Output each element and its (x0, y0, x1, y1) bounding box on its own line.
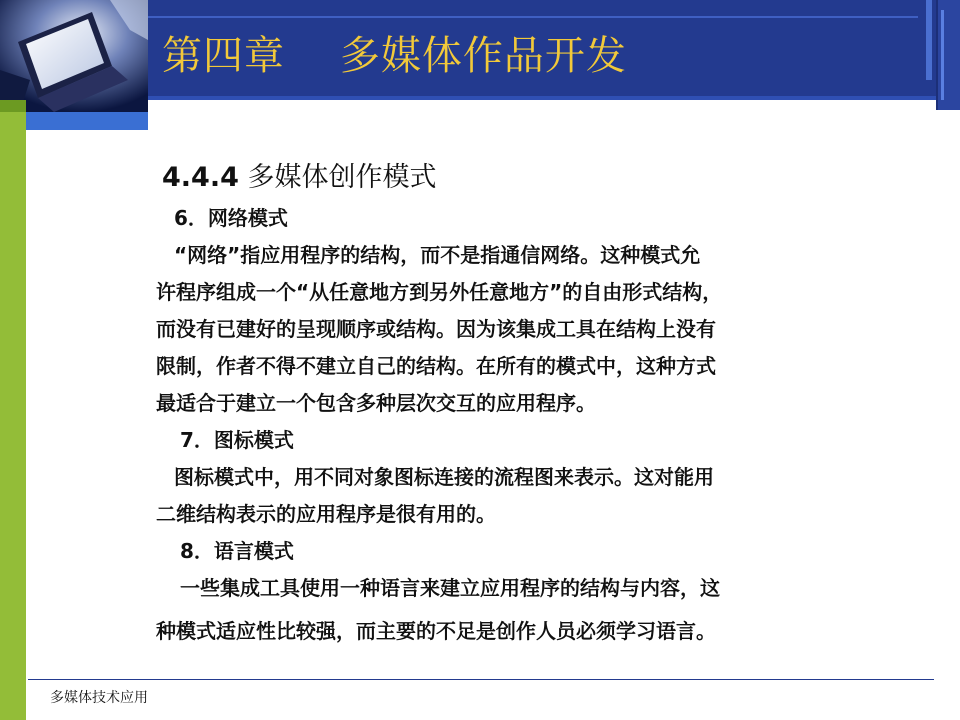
heading-network-mode: 6．网络模式 (174, 206, 288, 230)
footer-course-name: 多媒体技术应用 (50, 690, 148, 706)
chapter-title: 第四章 多媒体作品开发 (162, 33, 627, 79)
paragraph-line: 而没有已建好的呈现顺序或结构。因为该集成工具在结构上没有 (156, 317, 716, 341)
paragraph-line: 一些集成工具使用一种语言来建立应用程序的结构与内容，这 (180, 576, 720, 600)
paragraph-line: 最适合于建立一个包含多种层次交互的应用程序。 (156, 391, 596, 415)
paragraph-line: 二维结构表示的应用程序是很有用的。 (156, 502, 496, 526)
body-text (156, 200, 856, 655)
paragraph-line: 种模式适应性比较强，而主要的不足是创作人员必须学习语言。 (156, 619, 716, 643)
left-green-accent-bar (0, 112, 26, 720)
footer-divider (28, 679, 934, 680)
paragraph-line: 许程序组成一个“从任意地方到另外任意地方”的自由形式结构， (156, 280, 723, 304)
section-name: 多媒体创作模式 (247, 162, 437, 193)
heading-language-mode: 8．语言模式 (180, 539, 294, 563)
paragraph-line: 图标模式中，用不同对象图标连接的流程图来表示。这对能用 (174, 465, 714, 489)
header-right-stripe (926, 0, 932, 80)
header-top-line (148, 16, 918, 18)
section-title (162, 158, 436, 198)
header-right-panel (936, 0, 960, 110)
computer-monitor-photo (0, 0, 148, 112)
paragraph-line: “网络”指应用程序的结构，而不是指通信网络。这种模式允 (174, 243, 701, 267)
header-underline (148, 96, 960, 100)
heading-icon-mode: 7．图标模式 (180, 428, 294, 452)
paragraph-line: 限制，作者不得不建立自己的结构。在所有的模式中，这种方式 (156, 354, 716, 378)
computer-monitor-icon (0, 0, 148, 112)
section-number: 4.4.4 (162, 162, 239, 193)
header-right-line (941, 10, 944, 100)
